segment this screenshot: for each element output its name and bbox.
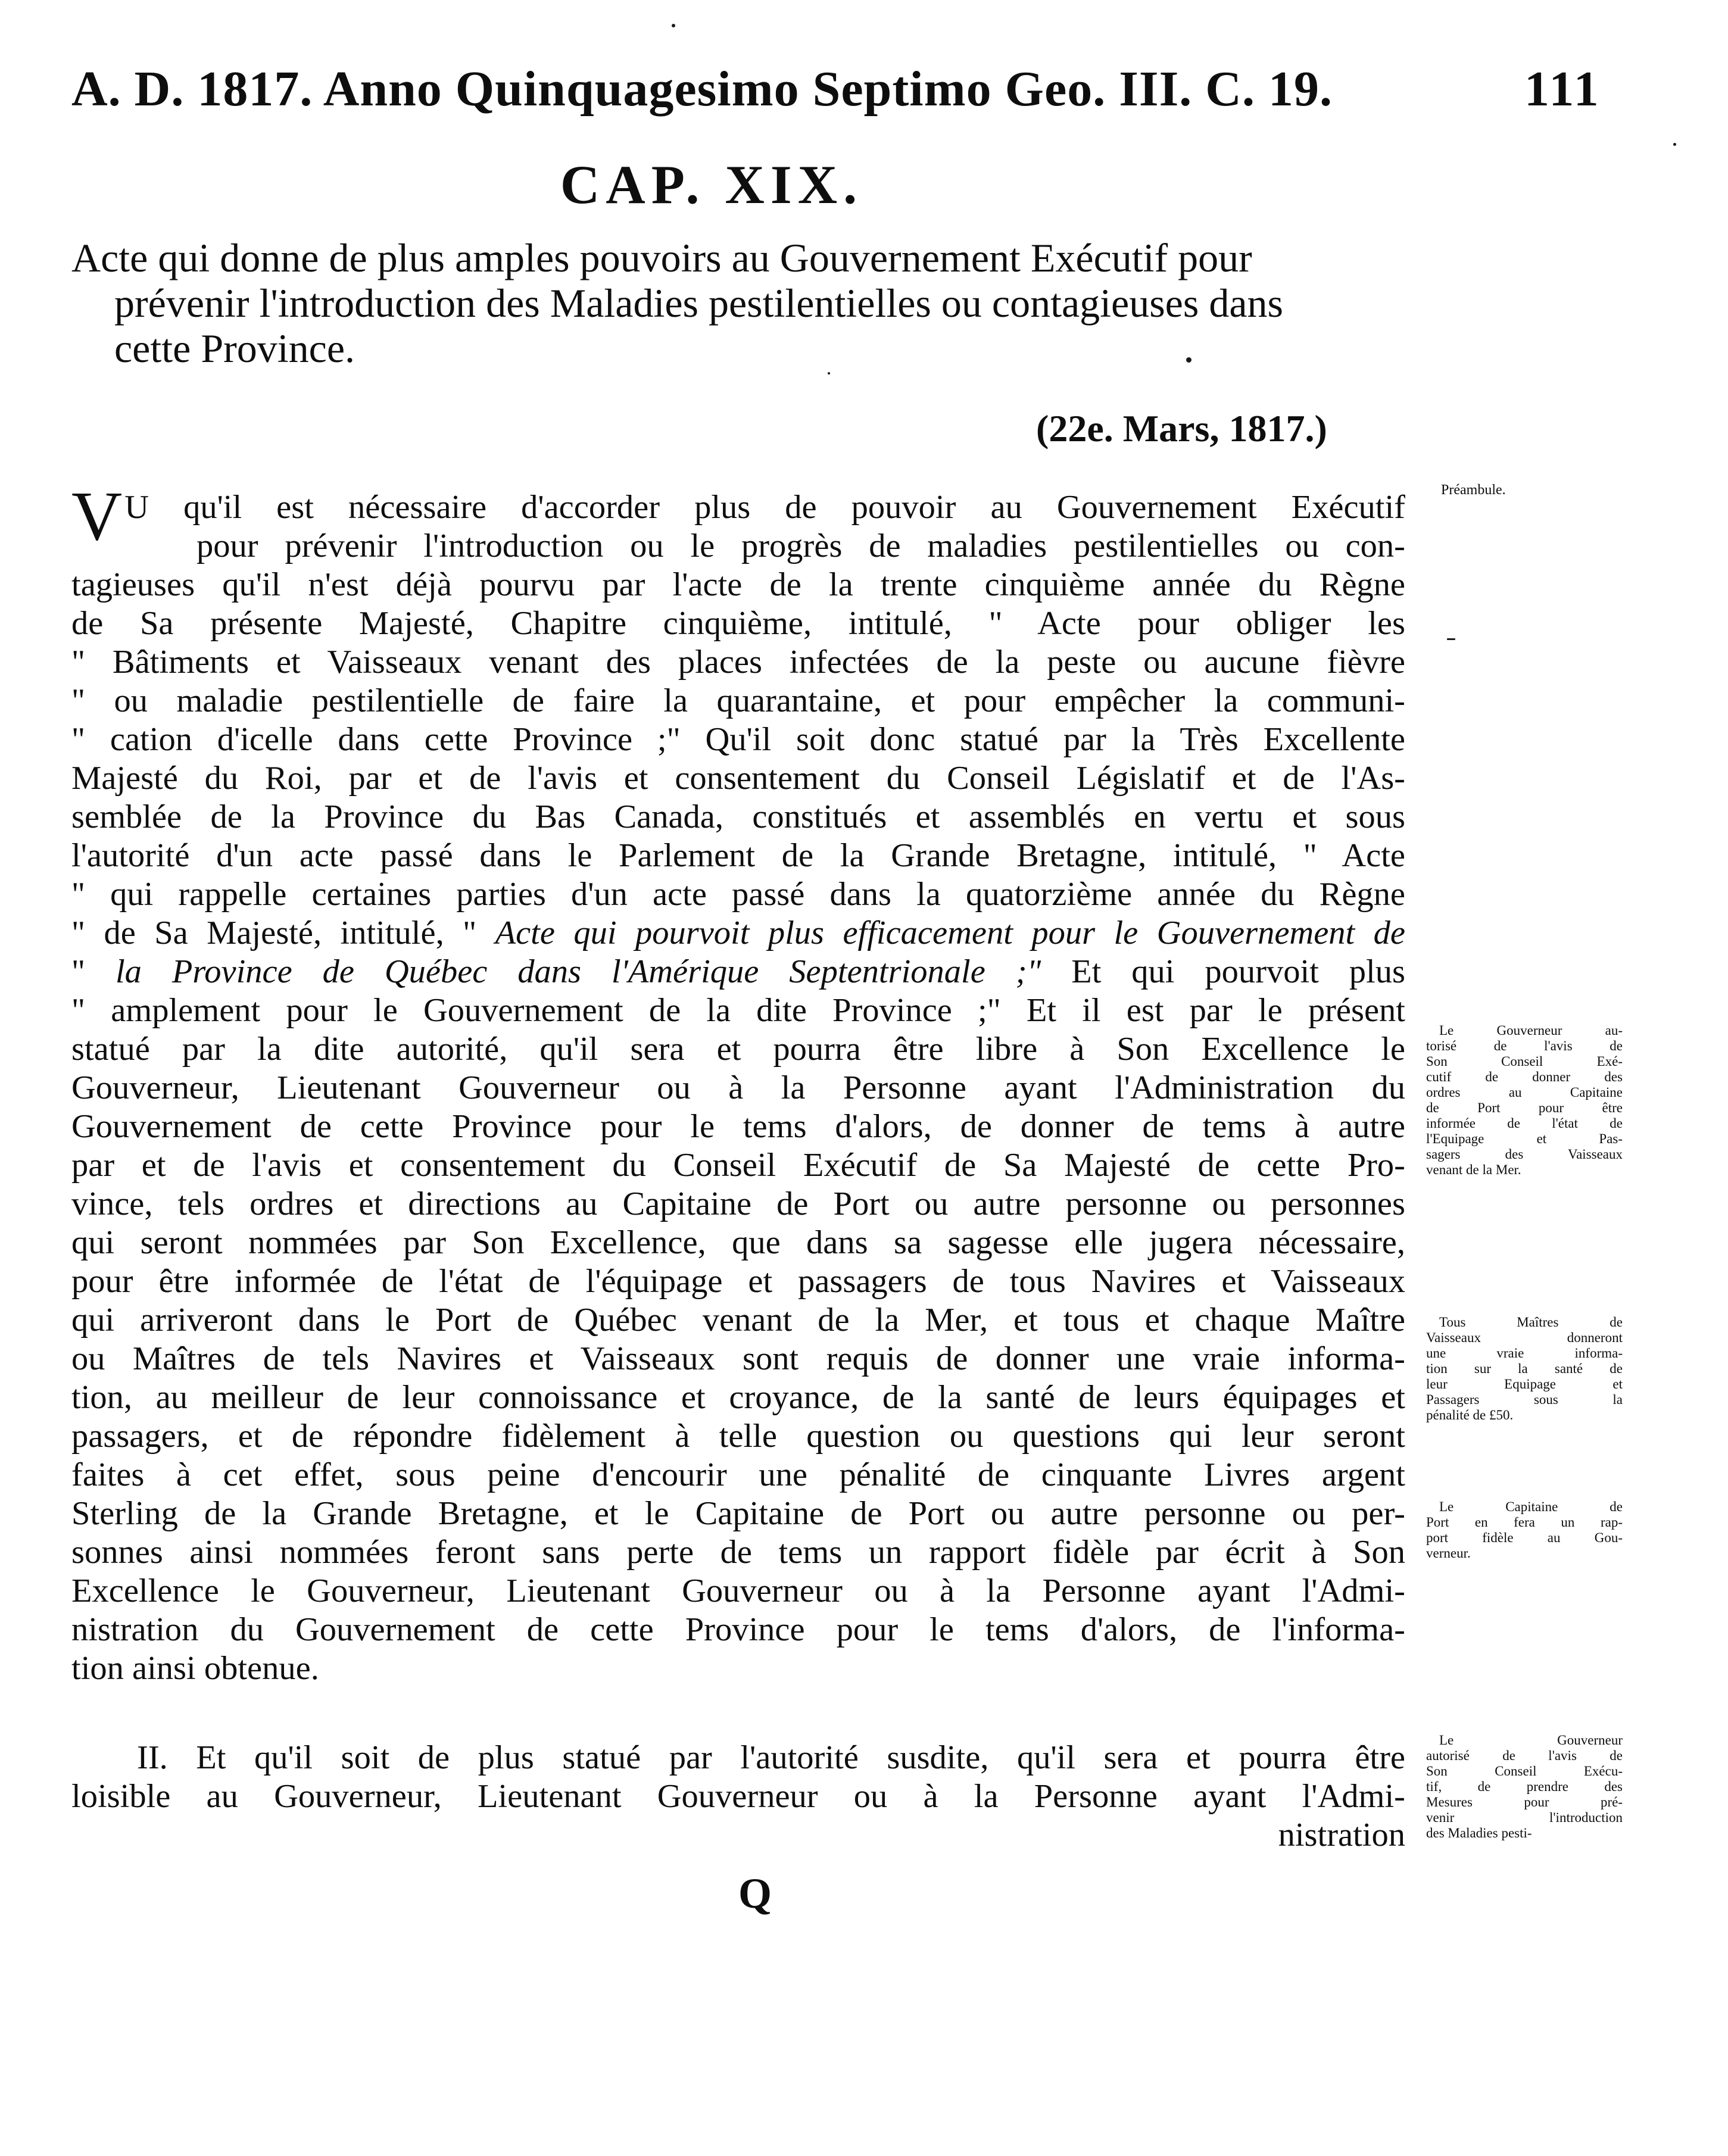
body-line: tagieuses qu'il n'est déjà pourvu par l'acte de la trente cinquième année du Règne [71,566,1405,603]
body-line: faites à cet effet, sous peine d'encourir une pénalité de cinquante Livres argent [71,1456,1405,1493]
sidenote-line: informée de l'état de [1426,1116,1623,1131]
sidenote-line: Le Gouverneur au- [1439,1023,1623,1038]
sidenote-line: port fidèle au Gou- [1426,1530,1623,1545]
sidenote-line: leur Equipage et [1426,1377,1623,1391]
ink-speck [1447,638,1455,640]
body-line: Gouvernement de cette Province pour le tems d'alors, de donner de tems à autre [71,1108,1405,1145]
body-line: qui arriveront dans le Port de Québec venant de la Mer, et tous et chaque Maître [71,1302,1405,1338]
body-line: statué par la dite autorité, qu'il sera et pourra être libre à Son Excellence le [71,1031,1405,1068]
act-title-line: cette Province. [114,326,355,371]
sidenote-line: sagers des Vaisseaux [1426,1147,1623,1162]
body-line: sonnes ainsi nommées feront sans perte de tems un rapport fidèle par écrit à Son [71,1534,1405,1571]
sidenote-line: Vaisseaux donneront [1426,1330,1623,1345]
body-line: ou Maîtres de tels Navires et Vaisseaux sont requis de donner une vraie informa- [71,1340,1405,1377]
sidenote-line: tif, de prendre des [1426,1779,1623,1794]
paragraph-two [71,1739,1405,1855]
sidenote-line: Le Capitaine de [1439,1499,1623,1514]
body-line: vince, tels ordres et directions au Capitaine de Port ou autre personne ou personnes [71,1185,1405,1222]
body-line: nistration du Gouvernement de cette Province pour le tems d'alors, de l'informa- [71,1611,1405,1648]
italic-act-title: Acte qui pourvoit plus efficacement pour le Gouvernement de [495,915,1405,951]
sidenote-preamble: Préambule. [1441,482,1506,498]
body-line: passagers, et de répondre fidèlement à telle question ou questions qui leur seront [71,1418,1405,1455]
body-line: l'autorité d'un acte passé dans le Parlement de la Grande Bretagne, intitulé, " Acte [71,837,1405,874]
sidenote-line: de Port pour être [1426,1100,1623,1115]
sidenote-governor-orders [1426,1023,1623,1178]
sidenote-line: Son Conseil Exé- [1426,1054,1623,1069]
body-line: II. Et qu'il soit de plus statué par l'autorité susdite, qu'il sera et pourra être [137,1739,1405,1776]
body-line: nistration [1278,1817,1405,1854]
signature-mark: Q [738,1870,772,1917]
body-line-text: Et qui pourvoit plus [1041,953,1405,990]
body-line: Majesté du Roi, par et de l'avis et consentement du Conseil Législatif et de l'As- [71,760,1405,797]
sidenote-line: verneur. [1426,1546,1471,1561]
chapter-heading: CAP. XIX. [560,154,863,215]
sidenote-line: pénalité de £50. [1426,1408,1514,1422]
act-date: (22e. Mars, 1817.) [1036,407,1327,450]
ink-speck [828,372,830,375]
body-line-text: " [71,953,116,990]
body-line: Excellence le Gouverneur, Lieutenant Gouverneur ou à la Personne ayant l'Admi- [71,1572,1405,1609]
body-line: loisible au Gouverneur, Lieutenant Gouverneur ou à la Personne ayant l'Admi- [71,1778,1405,1815]
body-line: Gouverneur, Lieutenant Gouverneur ou à la Personne ayant l'Administration du [71,1069,1405,1106]
body-line: tion ainsi obtenue. [71,1650,319,1687]
sidenote-masters-information [1426,1315,1623,1423]
paragraph-one [71,477,1405,1688]
body-line: pour prévenir l'introduction ou le progrès de maladies pestilentielles ou con- [196,528,1405,564]
body-line: tion, au meilleur de leur connoissance et croyance, de la santé de leurs équipages et [71,1379,1405,1416]
body-line: semblée de la Province du Bas Canada, constitués et assemblés en vertu et sous [71,798,1405,835]
sidenote-governor-measures [1426,1733,1623,1841]
running-head: A. D. 1817. Anno Quinquagesimo Septimo Geo. III. C. 19. [71,61,1333,117]
sidenote-line: des Maladies pesti- [1426,1826,1532,1840]
sidenote-line: autorisé de l'avis de [1426,1748,1623,1763]
sidenote-line: Son Conseil Exécu- [1426,1764,1623,1779]
sidenote-line: l'Equipage et Pas- [1426,1131,1623,1146]
body-line: par et de l'avis et consentement du Conseil Exécutif de Sa Majesté de cette Pro- [71,1147,1405,1184]
sidenote-line: Port en fera un rap- [1426,1515,1623,1530]
body-line: " cation d'icelle dans cette Province ;" Qu'il soit donc statué par la Très Excellente [71,721,1405,758]
act-title-line: prévenir l'introduction des Maladies pestilentielles ou contagieuses dans [114,280,1283,326]
page-number: 111 [1524,61,1601,117]
sidenote-line: tion sur la santé de [1426,1361,1623,1376]
body-line-text: " de Sa Majesté, intitulé, " [71,915,495,951]
body-line: qui seront nommées par Son Excellence, que dans sa sagesse elle jugera nécessaire, [71,1224,1405,1261]
body-line: " amplement pour le Gouvernement de la dite Province ;" Et il est par le présent [71,992,1405,1029]
sidenote-line: Passagers sous la [1426,1392,1623,1407]
sidenote-line: ordres au Capitaine [1426,1085,1623,1100]
act-title-line: Acte qui donne de plus amples pouvoirs au Gouvernement Exécutif pour [71,235,1252,280]
act-title [71,235,1405,371]
body-line-text: U qu'il est nécessaire d'accorder plus de pouvoir au Gouvernement Exécutif [124,489,1405,526]
italic-act-title: la Province de Québec dans l'Amérique Septentrionale ;" [115,953,1041,990]
body-line: " Bâtiments et Vaisseaux venant des places infectées de la peste ou aucune fièvre [71,644,1405,681]
body-line: pour être informée de l'état de l'équipage et passagers de tous Navires et Vaisseaux [71,1263,1405,1300]
body-line: Sterling de la Grande Bretagne, et le Capitaine de Port ou autre personne ou per- [71,1495,1405,1532]
body-line: " ou maladie pestilentielle de faire la quarantaine, et pour empêcher la communi- [71,682,1405,719]
ink-speck [1673,143,1676,146]
ink-speck [672,24,675,27]
sidenote-line: cutif de donner des [1426,1069,1623,1084]
ink-speck [1186,357,1191,363]
drop-cap: V [71,477,123,555]
sidenote-line: Le Gouverneur [1439,1733,1623,1748]
sidenote-line: une vraie informa- [1426,1346,1623,1361]
body-line [71,953,1405,991]
body-line: " qui rappelle certaines parties d'un acte passé dans la quatorzième année du Règne [71,876,1405,913]
body-line: de Sa présente Majesté, Chapitre cinquième, intitulé, " Acte pour obliger les [71,605,1405,642]
sidenote-port-captain-report [1426,1499,1623,1561]
body-line [71,914,1405,953]
sidenote-line: venant de la Mer. [1426,1162,1521,1177]
sidenote-line: venir l'introduction [1426,1810,1623,1825]
sidenote-line: Tous Maîtres de [1439,1315,1623,1330]
sidenote-line: torisé de l'avis de [1426,1038,1623,1053]
sidenote-line: Mesures pour pré- [1426,1795,1623,1809]
